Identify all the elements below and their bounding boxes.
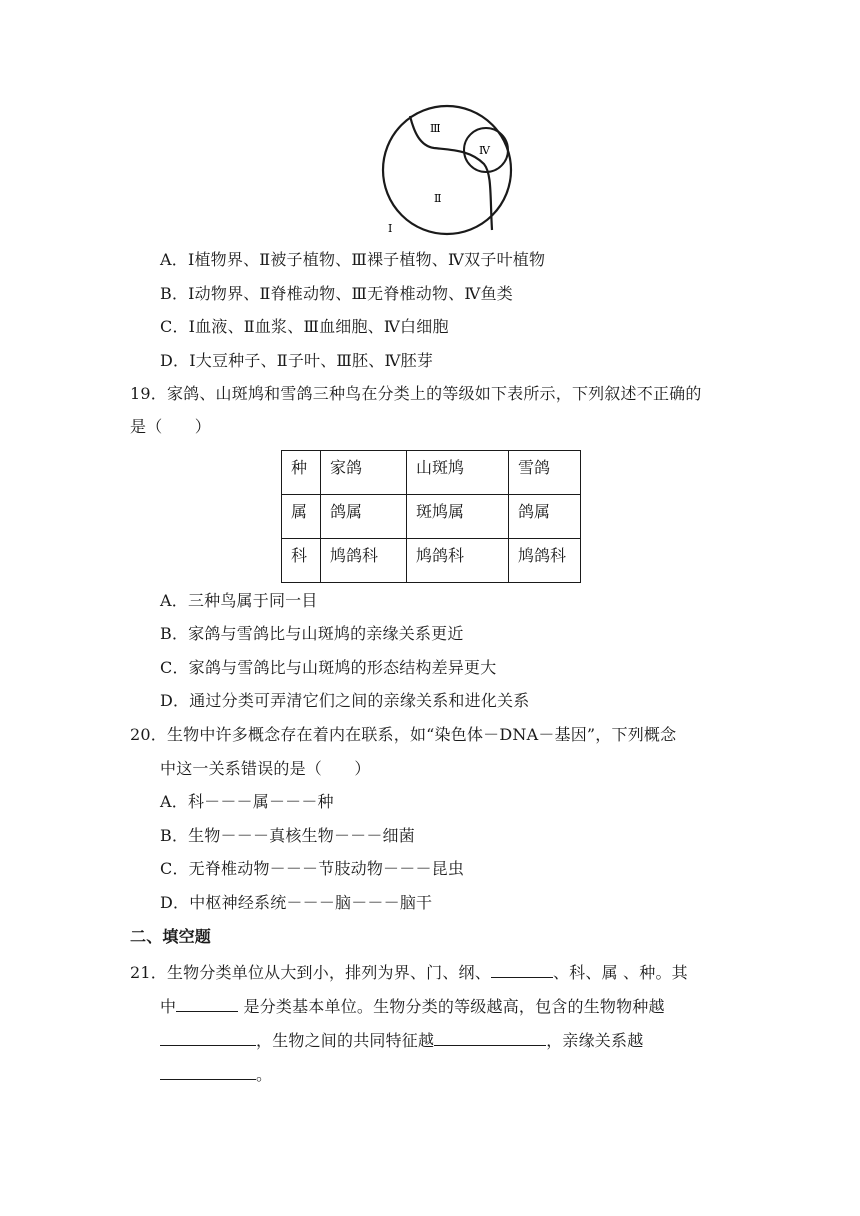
section-title-fill-in: 二、填空题 xyxy=(130,927,212,946)
classification-circle-diagram xyxy=(372,104,514,240)
q20-option-d: D．中枢神经系统－－－脑－－－脑干 xyxy=(160,893,433,912)
bird-classification-table xyxy=(281,450,581,583)
q19-option-a: A．三种鸟属于同一目 xyxy=(160,591,318,610)
table-cell: 种 xyxy=(282,451,321,495)
q21-text-6: ，亲缘关系越 xyxy=(546,1031,644,1050)
label-iii: Ⅲ xyxy=(430,122,441,135)
q21-text-3: 中 xyxy=(160,997,177,1016)
table-cell: 家鸽 xyxy=(321,451,407,495)
q19-stem-line1: 19．家鸽、山斑鸠和雪鸽三种鸟在分类上的等级如下表所示，下列叙述不正确的 xyxy=(130,384,702,403)
answer-blank-3[interactable] xyxy=(160,1029,256,1046)
table-cell: 鸽属 xyxy=(509,495,581,539)
table-cell: 山斑鸠 xyxy=(407,451,509,495)
answer-blank-4[interactable] xyxy=(434,1029,546,1046)
table-cell: 斑鸠属 xyxy=(407,495,509,539)
q21-text-1: 21．生物分类单位从大到小，排列为界、门、纲、 xyxy=(130,963,491,982)
answer-blank-5[interactable] xyxy=(160,1063,256,1080)
dividing-curve xyxy=(410,116,492,230)
q21-line4 xyxy=(160,1063,272,1085)
table-cell: 鸠鸽科 xyxy=(509,539,581,583)
q20-option-a: A．科－－－属－－－种 xyxy=(160,792,334,811)
q19-option-d: D．通过分类可弄清它们之间的亲缘关系和进化关系 xyxy=(160,691,530,710)
q21-line3 xyxy=(160,1029,643,1051)
q20-option-b: B．生物－－－真核生物－－－细菌 xyxy=(160,826,415,845)
q21-text-4: 是分类基本单位。生物分类的等级越高，包含的生物物种越 xyxy=(238,997,665,1016)
table-row xyxy=(282,451,581,495)
q18-option-a: A．Ⅰ植物界、Ⅱ被子植物、Ⅲ裸子植物、Ⅳ双子叶植物 xyxy=(160,250,546,269)
q21-text-5: ，生物之间的共同特征越 xyxy=(256,1031,435,1050)
table-cell: 鸠鸽科 xyxy=(321,539,407,583)
table-row xyxy=(282,495,581,539)
q18-option-c: C．Ⅰ血液、Ⅱ血浆、Ⅲ血细胞、Ⅳ白细胞 xyxy=(160,317,449,336)
answer-blank-1[interactable] xyxy=(491,961,553,978)
label-iv: Ⅳ xyxy=(479,144,490,157)
table-cell: 鸠鸽科 xyxy=(407,539,509,583)
q20-stem-line1: 20．生物中许多概念存在着内在联系，如“染色体－DNA－基因”，下列概念 xyxy=(130,725,677,744)
q18-option-b: B．Ⅰ动物界、Ⅱ脊椎动物、Ⅲ无脊椎动物、Ⅳ鱼类 xyxy=(160,284,513,303)
q21-text-2: 、科、属 、种。其 xyxy=(552,963,688,982)
label-i: Ⅰ xyxy=(388,222,393,235)
table-cell: 属 xyxy=(282,495,321,539)
answer-blank-2[interactable] xyxy=(176,995,238,1012)
q20-option-c: C．无脊椎动物－－－节肢动物－－－昆虫 xyxy=(160,859,465,878)
q21-line1 xyxy=(130,961,688,983)
q21-line2 xyxy=(160,995,665,1017)
q21-text-7: 。 xyxy=(256,1065,273,1084)
table-cell: 科 xyxy=(282,539,321,583)
table-cell: 鸽属 xyxy=(321,495,407,539)
table-row xyxy=(282,539,581,583)
q19-option-b: B．家鸽与雪鸽比与山斑鸠的亲缘关系更近 xyxy=(160,624,464,643)
label-ii: Ⅱ xyxy=(434,192,442,205)
q18-option-d: D．Ⅰ大豆种子、Ⅱ子叶、Ⅲ胚、Ⅳ胚芽 xyxy=(160,351,434,370)
q19-option-c: C．家鸽与雪鸽比与山斑鸠的形态结构差异更大 xyxy=(160,658,497,677)
q20-stem-line2: 中这一关系错误的是（ ） xyxy=(160,759,371,778)
q19-stem-line2: 是（ ） xyxy=(130,417,212,436)
table-cell: 雪鸽 xyxy=(509,451,581,495)
